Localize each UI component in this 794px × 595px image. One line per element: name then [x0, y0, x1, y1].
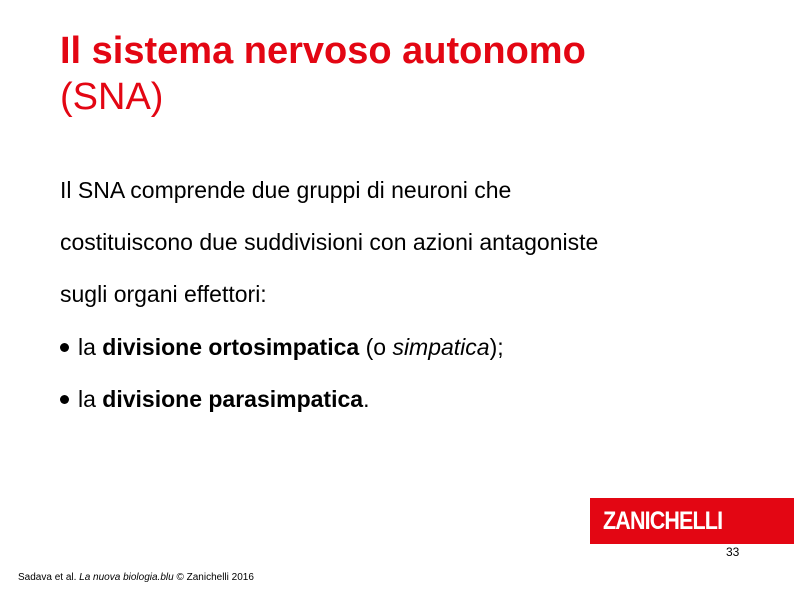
credit-authors: Sadava et al. — [18, 572, 80, 583]
bullet-list — [60, 327, 504, 431]
intro-paragraph — [60, 164, 750, 320]
bullet-item-parasimpatica — [60, 379, 504, 431]
intro-line: sugli organi effettori: — [60, 281, 267, 307]
slide-title-subtitle: (SNA) — [60, 76, 164, 118]
bullet-dot-icon — [60, 343, 69, 352]
page-number: 33 — [726, 545, 740, 559]
bullet-dot-icon — [60, 395, 69, 404]
logo-text: ZANICHELLI — [603, 507, 723, 535]
bullet-item-ortosimpatica — [60, 327, 504, 379]
slide-title — [60, 28, 760, 120]
bullet-text: la — [78, 334, 103, 360]
zanichelli-logo — [590, 498, 794, 544]
bullet-text: la — [78, 386, 103, 412]
bullet-text: ); — [489, 334, 504, 360]
footer-credit — [18, 572, 254, 583]
bullet-text: . — [363, 386, 370, 412]
bullet-italic-term: simpatica — [392, 334, 490, 360]
intro-line: costituiscono due suddivisioni con azioni antagoniste — [60, 229, 599, 255]
bullet-bold-term: divisione parasimpatica — [102, 386, 364, 412]
bullet-text: (o — [359, 334, 393, 360]
bullet-bold-term: divisione ortosimpatica — [102, 334, 360, 360]
intro-line: Il SNA comprende due gruppi di neuroni che — [60, 177, 512, 203]
credit-publisher: © Zanichelli 2016 — [173, 572, 254, 583]
credit-book-title: La nuova biologia.blu — [79, 572, 174, 583]
slide-title-bold: Il sistema nervoso autonomo — [60, 30, 586, 72]
